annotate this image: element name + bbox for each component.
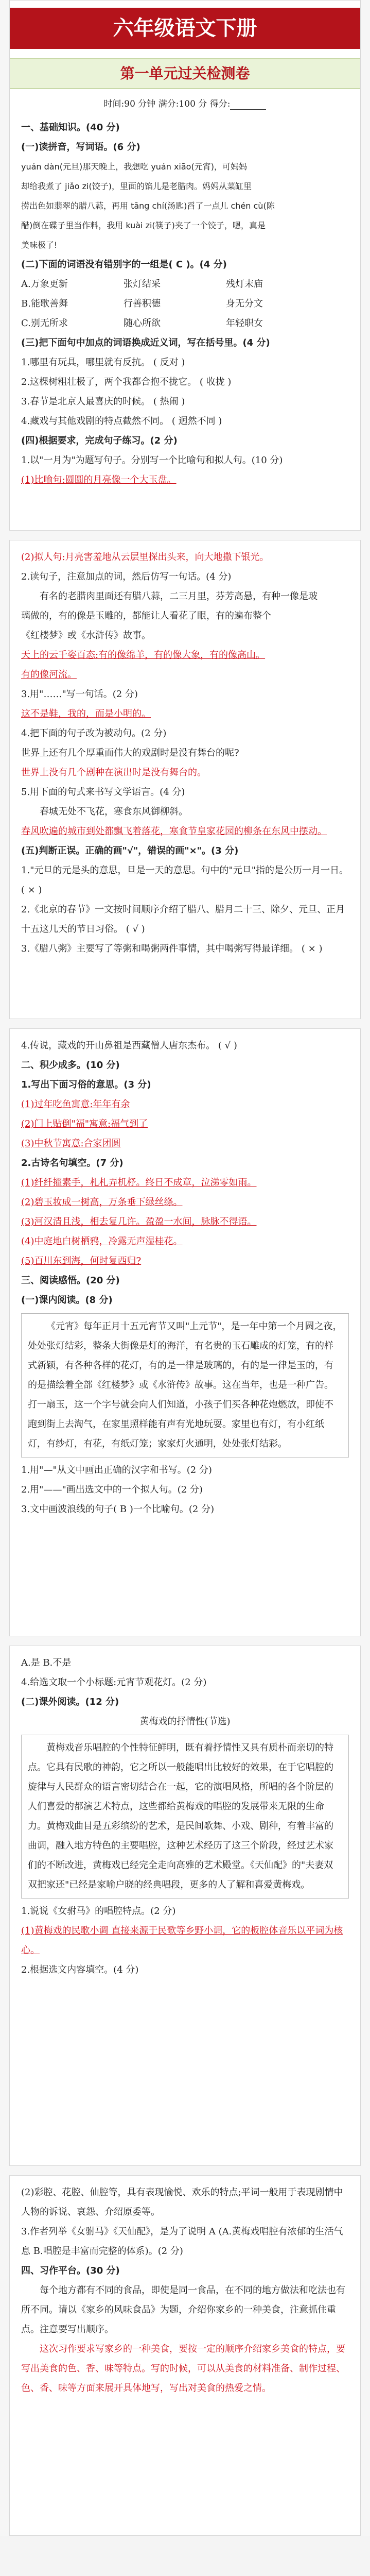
option-cell: C.别无所求 xyxy=(21,318,68,329)
option-row xyxy=(21,314,349,333)
answer-line: (2)门上贴倒"福"寓意:福气到了 xyxy=(21,1118,148,1129)
score-blank[interactable] xyxy=(230,99,266,110)
answer-line: (2)拟人句:月亮害羞地从云层里探出头来，向大地撒下银光。 xyxy=(21,552,269,563)
question-line: 2.读句子，注意加点的词，然后仿写一句话。(4 分) xyxy=(21,571,232,582)
question-line: 1.说说《女驸马》的唱腔特点。(2 分) xyxy=(21,1906,176,1917)
question-line: 春城无处不飞花，寒食东风御柳斜。 xyxy=(40,806,188,817)
option-line: A.是 B.不是 xyxy=(21,1657,72,1668)
question-line: 2.根据选文内容填空。(4 分) xyxy=(21,1964,139,1975)
question-line: 璃做的，有的像是玉雕的，都能让人看花了眼，有的遍布整个 xyxy=(21,611,271,621)
passage-line: 醋)倒在碟子里当作料，我用 kuài zi(筷子)夹了一个饺子，嗯，真是 xyxy=(21,221,266,230)
section-title: 二、积少成多。(10 分) xyxy=(21,1060,120,1071)
question-line: 2.用"——"画出选文中的一个拟人句。(2 分) xyxy=(21,1484,203,1495)
question-title: (二)课外阅读。(12 分) xyxy=(21,1697,119,1707)
question-line: 4.把下面的句子改为被动句。(2 分) xyxy=(21,728,167,739)
question-title: (五)判断正误。正确的画"√"，错误的画"×"。(3 分) xyxy=(21,845,239,856)
answer-line: 2.这棵树粗壮极了，两个我都合抱不拢它。 ( 收拢 ) xyxy=(21,377,232,387)
question-title: (三)把下面句中加点的词语换成近义词，写在括号里。(4 分) xyxy=(21,337,270,348)
question-line: 有名的老腊肉里面还有腊八蒜，二三月里，芬芳高悬，有种一像是玻 xyxy=(40,591,318,602)
essay-prompt: 每个地方都有不同的食品，即使是同一食品，在不同的地方做法和吃法也有所不同。请以《家乡的风味食品》为题，介绍你家乡的一种美食，注意抓住重点。注意要写出顺序。 xyxy=(21,2285,345,2335)
option-cell: 张灯结采 xyxy=(124,279,161,290)
answer-line: 1.以"一月为"为题写句子。分别写一个比喻句和拟人句。(10 分) xyxy=(21,455,283,466)
judge-line: 3.《腊八粥》主要写了等粥和喝粥两件事情，其中喝粥写得最详细。 ( × ) xyxy=(21,943,323,954)
question-title: 1.写出下面习俗的意思。(3 分) xyxy=(21,1079,151,1090)
option-cell: 身无分文 xyxy=(226,298,263,309)
judge-line: 2.《北京的春节》一文按时间顺序介绍了腊八、腊月二十三、除夕、元旦、正月十五这几天的节日习俗。 ( √ ) xyxy=(21,904,345,935)
exam-meta-text: 时间:90 分钟 满分:100 分 得分: xyxy=(103,99,231,109)
card-sentences xyxy=(9,540,361,1019)
section-title: 三、阅读感悟。(20 分) xyxy=(21,1275,120,1286)
question-line: 3.用"……"写一句话。(2 分) xyxy=(21,689,138,700)
answer-line: (1)比喻句:圆圆的月亮像一个大玉盘。 xyxy=(21,474,177,485)
card-reading2 xyxy=(9,1646,361,2166)
answer-line: (1)过年吃鱼寓意:年年有余 xyxy=(21,1099,130,1110)
page-subtitle: 第一单元过关检测卷 xyxy=(10,58,360,89)
question-title: 2.古诗名句填空。(7 分) xyxy=(21,1158,124,1168)
question-line: 5.用下面的句式来书写文学语言。(4 分) xyxy=(21,787,185,798)
question-line: 世界上还有几个厚重而伟大的戏剧时是没有舞台的呢? xyxy=(21,748,239,758)
pinyin-passage xyxy=(21,157,349,255)
option-cell: 随心所欲 xyxy=(124,318,161,329)
answer-line: 这不是鞋，我的，而是小明的。 xyxy=(21,708,151,719)
answer-line: (2)彩腔、花腔、仙腔等，具有表现愉悦、欢乐的特点;平词一般用于表现剧情中人物的诉说、哀怨、介绍原委等。 xyxy=(21,2187,343,2217)
passage-line: yuán dàn(元旦)那天晚上，我想吃 yuán xiāo(元宵)，可妈妈 xyxy=(21,162,247,172)
judge-line: 4.传说，藏戏的开山鼻祖是西藏僧人唐东杰布。 ( √ ) xyxy=(21,1040,237,1051)
reading-passage: 《元宵》每年正月十五元宵节又叫"上元节"，是一年中第一个月圆之夜，处处张灯结彩，整条大街像是灯的海洋，有名贵的玉石雕成的灯笼，有的样式新颖，有各种各样的花灯，有的是一律是玻璃的，有的是一律是玉的，有的是描绘着全部《红楼梦》或《水浒传》故事。这在当年，也是一种广告。打一扇玉，这一个字号就会向人们知道，小孩子们买各种花炮燃放，即使不跑到街上去淘气，在家里照样能有声有光地玩耍。家里也有灯，有小红纸灯，有纱灯，有花，有纸灯笼；家家灯火通明，处处张灯结彩。 xyxy=(21,1313,349,1458)
essay-hint: 这次习作要求写家乡的一种美食，要按一定的顺序介绍家乡美食的特点，要写出美食的色、香、味等特点。写的时候，可以从美食的材料准备、制作过程、色、香、味等方面来展开具体地写，写出对美食的热爱之情。 xyxy=(21,2344,345,2394)
answer-line: (1)黄梅戏的民歌小调 直接来源于民歌等乡野小调，它的板腔体音乐以平词为核心。 xyxy=(21,1925,343,1956)
answer-line: 4.藏戏与其他戏剧的特点截然不同。 ( 迥然不同 ) xyxy=(21,416,222,427)
passage-line: 美味极了! xyxy=(21,240,58,250)
section-title: 一、基础知识。(40 分) xyxy=(21,122,120,133)
question-title: (二)下面的词语没有错别字的一组是( C )。(4 分) xyxy=(21,259,227,270)
answer-line: (1)纤纤擢素手，札札弄机杼。终日不成章，泣涕零如雨。 xyxy=(21,1177,257,1188)
option-cell: B.能歌善舞 xyxy=(21,298,68,309)
question-title: (一)课内阅读。(8 分) xyxy=(21,1295,113,1306)
passage-title: 黄梅戏的抒情性(节选) xyxy=(139,1716,231,1727)
option-row xyxy=(21,275,349,294)
answer-line: (2)碧玉妆成一树高，万条垂下绿丝绦。 xyxy=(21,1197,183,1208)
section-title: 四、习作平台。(30 分) xyxy=(21,2265,120,2276)
question-line: 1.用"—"从文中画出正确的汉字和书写。(2 分) xyxy=(21,1465,212,1476)
option-cell: A.万象更新 xyxy=(21,279,68,290)
answer-line: (3)中秋节寓意:合家团圆 xyxy=(21,1138,121,1149)
answer-line: (5)百川东到海，何时复西归? xyxy=(21,1256,142,1266)
answer-line: 天上的云千姿百态:有的像绵羊，有的像大象，有的像高山。 xyxy=(21,650,266,660)
question-title: (一)读拼音，写词语。(6 分) xyxy=(21,142,140,152)
card-accumulation-reading xyxy=(9,1028,361,1636)
page-title: 六年级语文下册 xyxy=(10,8,360,49)
answer-line: 世界上没有几个剧种在演出时是没有舞台的。 xyxy=(21,767,206,778)
reading-passage: 黄梅戏音乐唱腔的个性特征鲜明，既有着抒情性又具有质朴而亲切的特点。它具有民歌的神韵，它之所以一般能唱出比较好的效果，在于它唱腔的旋律与人民群众的语言密切结合在一起，它的演唱风格，所唱的各个阶层的人们喜爱的都演艺术特点，这些都给黄梅戏的唱腔的发展带来无限的生命力。黄梅戏曲目是五彩缤纷的艺术，是民间歌舞、小戏、剧种，有着丰富的曲调，融入地方特色的主要唱腔，这种艺术经历了这三个阶段，经过艺术家们的不断改进，黄梅戏已经完全走向高雅的艺术殿堂。《天仙配》的"夫妻双双把家还"已经是家喻户晓的经典唱段，更多的人了解和喜爱黄梅戏。 xyxy=(21,1735,349,1899)
passage-line: 捞出色如翡翠的腊八蒜，再用 tāng chí(汤匙)舀了一点儿 chén cù(陈 xyxy=(21,201,275,211)
answer-line: 有的像河流。 xyxy=(21,669,77,680)
judge-line: 1."元旦的元是头的意思，旦是一天的意思。句中的"元旦"指的是公历一月一日。 ( × ) xyxy=(21,865,349,895)
option-cell: 年轻职女 xyxy=(226,318,263,329)
option-row xyxy=(21,294,349,314)
option-cell: 行善积德 xyxy=(124,298,161,309)
answer-line: (3)河汉清且浅，相去复几许。盈盈一水间，脉脉不得语。 xyxy=(21,1216,257,1227)
card-writing xyxy=(9,2175,361,2536)
question-line: 《红楼梦》或《水浒传》故事。 xyxy=(21,630,151,641)
question-title: (四)根据要求，完成句子练习。(2 分) xyxy=(21,435,178,446)
question-line: 4.给选文取一个小标题:元宵节观花灯。(2 分) xyxy=(21,1677,207,1688)
answer-line: 3.春节是北京人最喜庆的时候。 ( 热闹 ) xyxy=(21,396,185,407)
question-line: 3.文中画波浪线的句子( B )一个比喻句。(2 分) xyxy=(21,1504,215,1515)
exam-meta xyxy=(21,94,349,114)
answer-line: (4)中庭地白树栖鸦，冷露无声湿桂花。 xyxy=(21,1236,183,1247)
card-header-and-basics xyxy=(9,0,361,531)
passage-line: 却给我煮了 jiǎo zi(饺子)，里面的馅儿是老腊肉。妈妈从菜缸里 xyxy=(21,181,252,191)
option-cell: 残灯末庙 xyxy=(226,279,263,290)
answer-line: 春风吹遍的城市到处都飘飞着落花，寒食节皇家花园的柳条在东风中摆动。 xyxy=(21,826,327,837)
answer-line: 1.哪里有玩具，哪里就有反抗。 ( 反对 ) xyxy=(21,357,185,368)
answer-line: 3.作者列举《女驸马》《天仙配》，是为了说明 A (A.黄梅戏唱腔有浓郁的生活气息 B.唱腔是丰富而完整的体系)。(2 分) xyxy=(21,2226,343,2257)
